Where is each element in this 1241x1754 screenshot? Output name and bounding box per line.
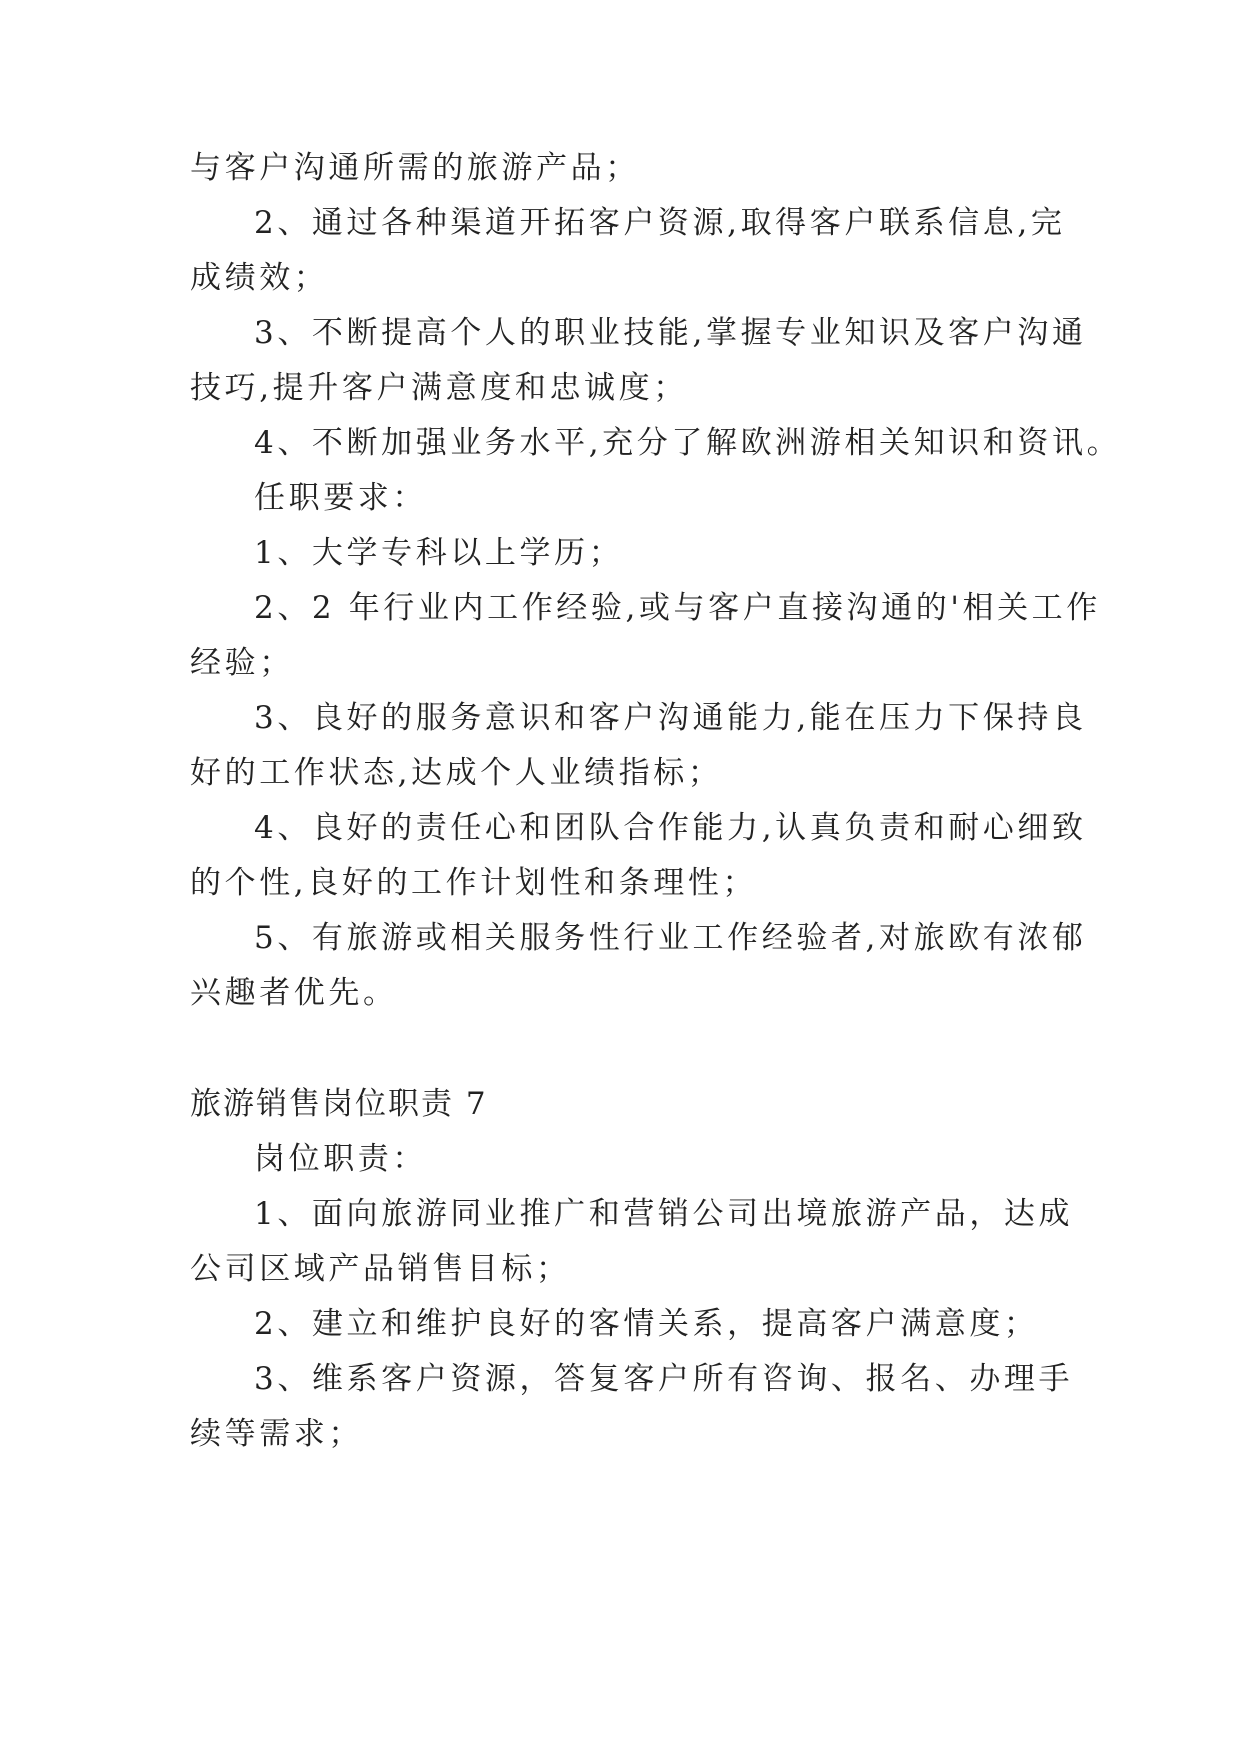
text-line: 1、面向旅游同业推广和营销公司出境旅游产品，达成 xyxy=(254,1196,1074,1232)
text-line: 技巧,提升客户满意度和忠诚度； xyxy=(190,370,688,406)
text-line: 3、良好的服务意识和客户沟通能力,能在压力下保持良 xyxy=(254,700,1087,736)
text-line: 3、维系客户资源，答复客户所有咨询、报名、办理手 xyxy=(254,1361,1074,1397)
text-line: 2、建立和维护良好的客情关系，提高客户满意度； xyxy=(254,1306,1039,1342)
text-line: 4、不断加强业务水平,充分了解欧洲游相关知识和资讯。 xyxy=(254,425,1122,461)
text-line: 经验； xyxy=(190,645,294,681)
text-line: 兴趣者优先。 xyxy=(190,975,398,1011)
text-line: 好的工作状态,达成个人业绩指标； xyxy=(190,755,723,791)
section-label: 岗位职责： xyxy=(254,1141,427,1177)
section-heading: 旅游销售岗位职责 7 xyxy=(190,1086,488,1122)
text-line: 3、不断提高个人的职业技能,掌握专业知识及客户沟通 xyxy=(254,315,1087,351)
text-line: 1、大学专科以上学历； xyxy=(254,535,624,571)
text-line: 续等需求； xyxy=(190,1416,363,1452)
text-line: 成绩效； xyxy=(190,260,329,296)
text-line: 公司区域产品销售目标； xyxy=(190,1251,571,1287)
text-line: 2、通过各种渠道开拓客户资源,取得客户联系信息,完 xyxy=(254,205,1066,241)
text-line: 与客户沟通所需的旅游产品； xyxy=(190,150,640,186)
text-line: 2、2 年行业内工作经验,或与客户直接沟通的'相关工作 xyxy=(254,590,1101,626)
section-label: 任职要求： xyxy=(254,480,427,516)
text-line: 5、有旅游或相关服务性行业工作经验者,对旅欧有浓郁 xyxy=(254,920,1087,956)
text-line: 4、良好的责任心和团队合作能力,认真负责和耐心细致 xyxy=(254,810,1087,846)
text-line: 的个性,良好的工作计划性和条理性； xyxy=(190,865,758,901)
